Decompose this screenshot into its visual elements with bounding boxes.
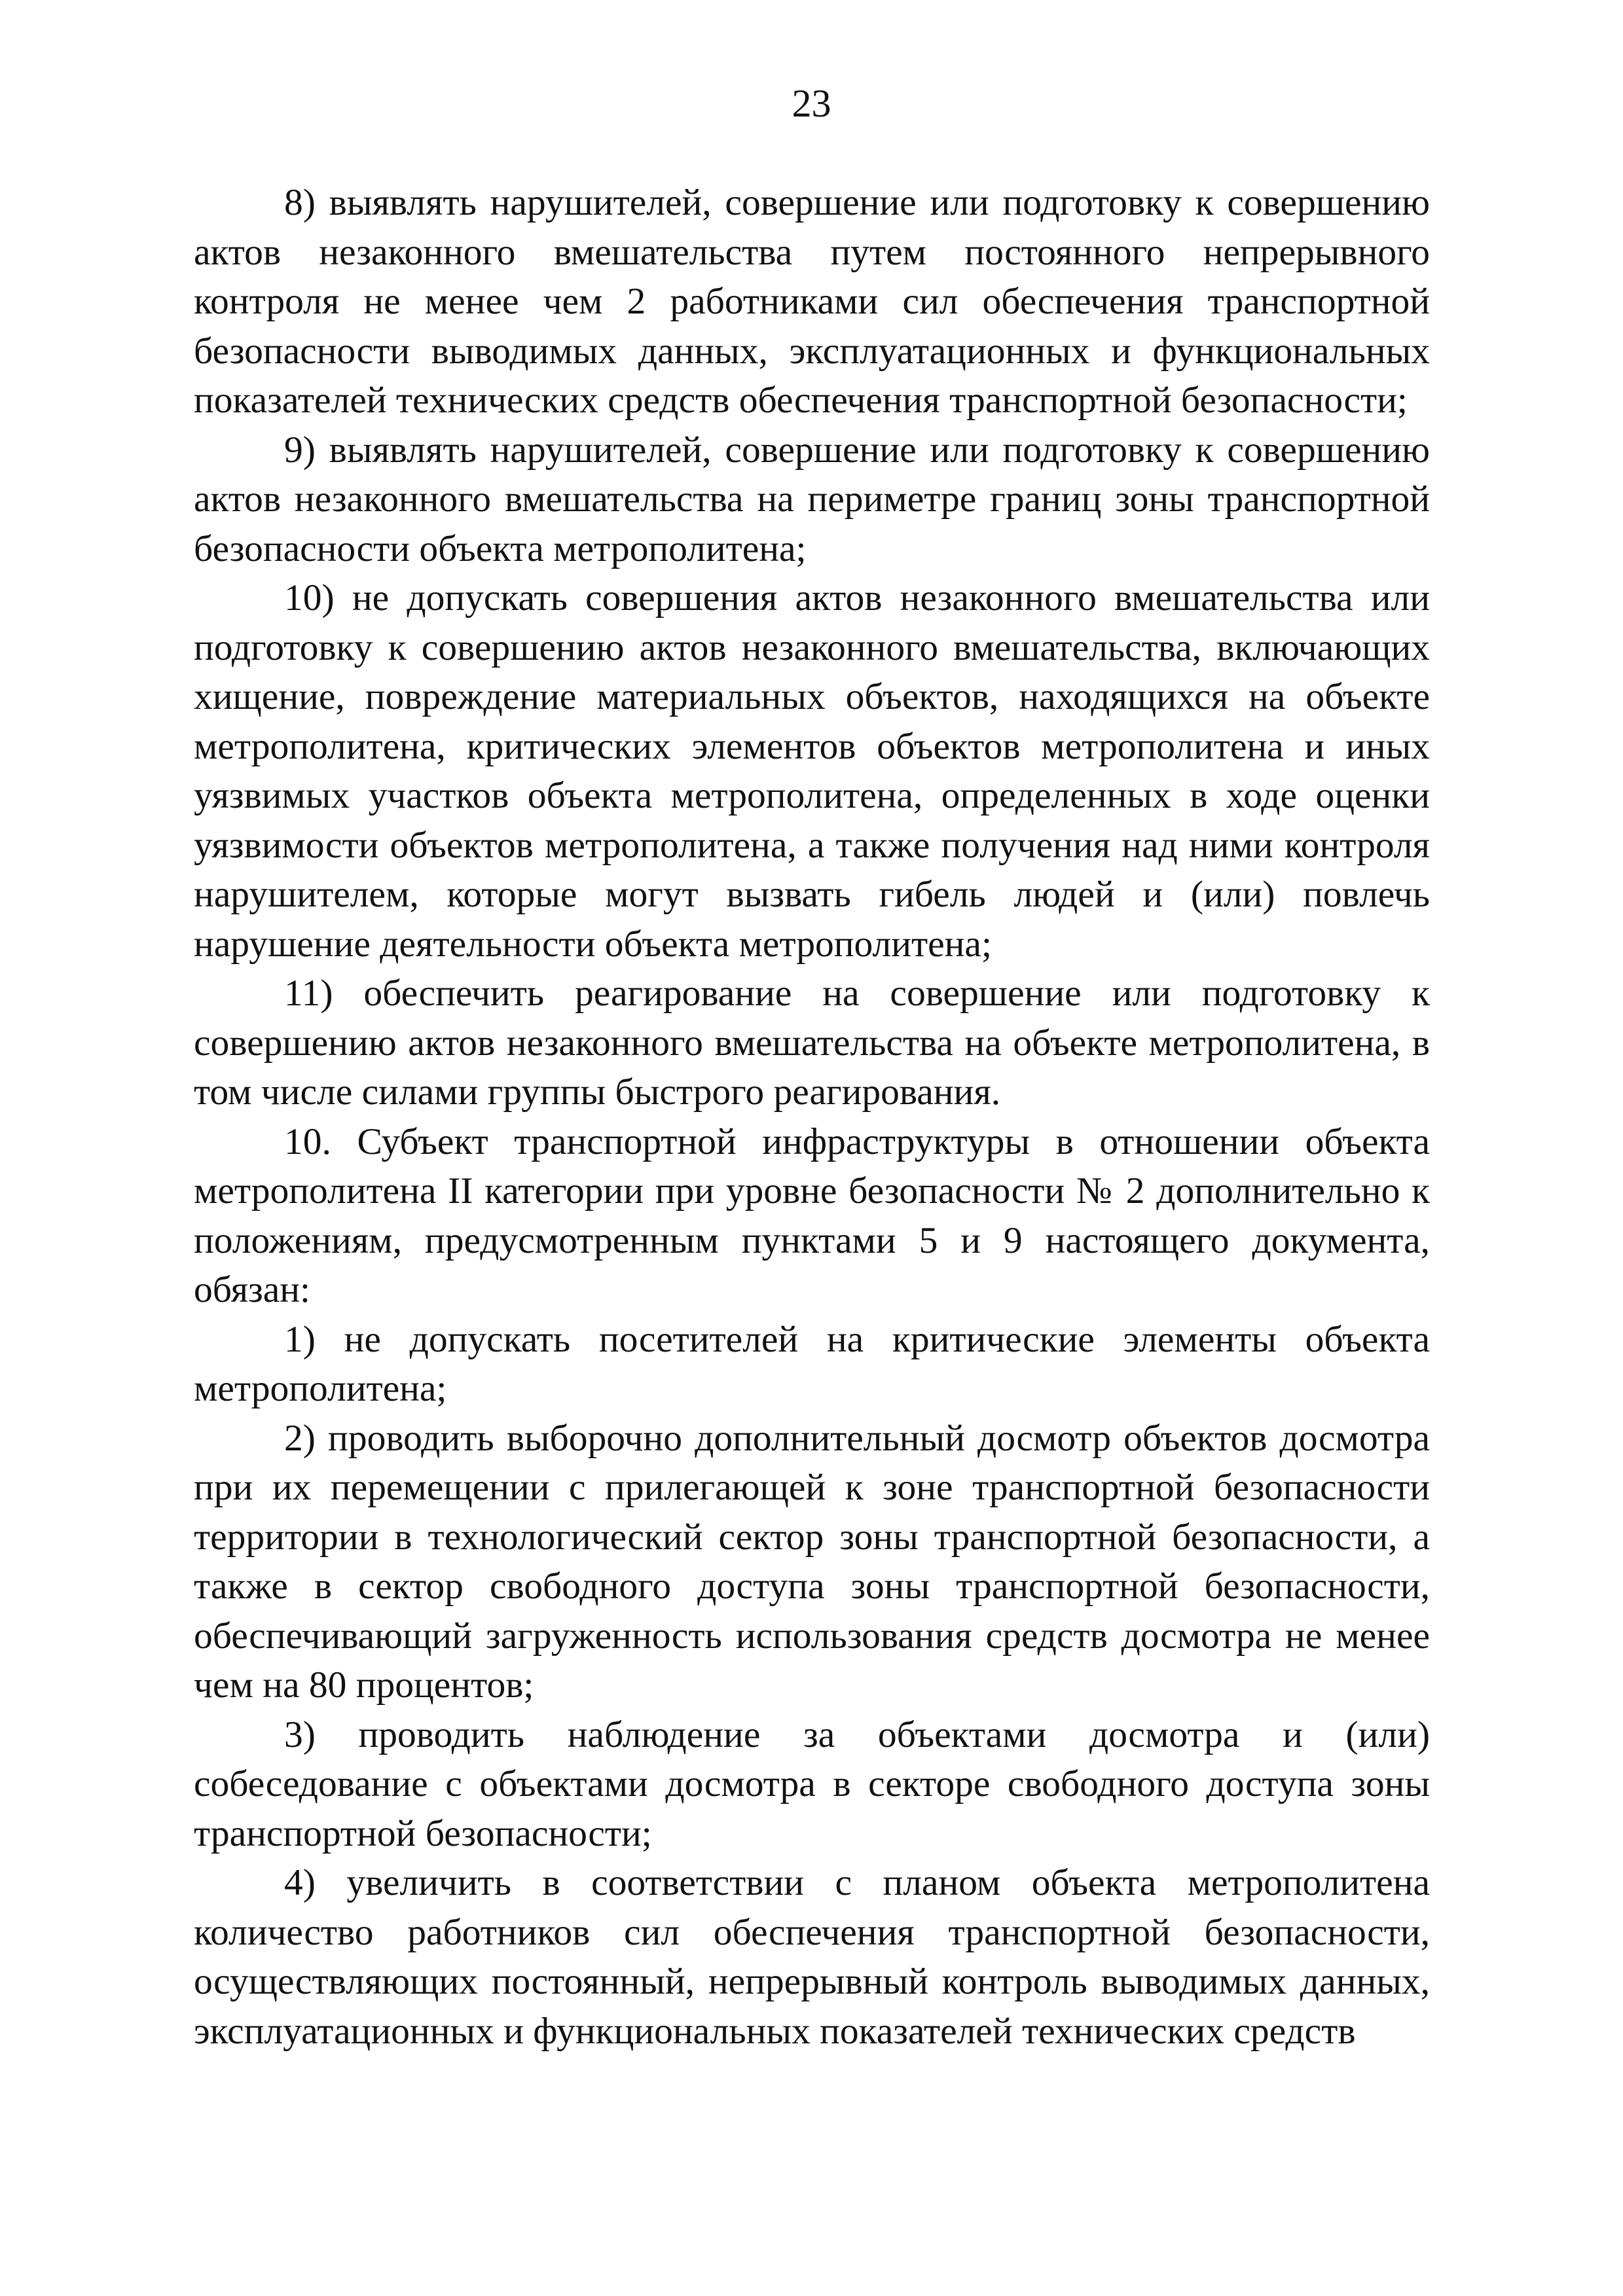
paragraph-subitem-3: 3) проводить наблюдение за объектами досмотра и (или) собеседование с объектами досмотра в секторе свободного доступа зоны транспортной безопасности;	[194, 1713, 1430, 1854]
paragraph-item-10: 10) не допускать совершения актов незаконного вмешательства или подготовку к совершению актов незаконного вмешательства, включающих хищение, повреждение материальных объектов, находящихся на объекте метрополитена, критических элементов объектов метрополитена и иных уязвимых участков объекта метрополитена, определенных в ходе оценки уязвимости объектов метрополитена, а также получения над ними контроля нарушителем, которые могут вызвать гибель людей и (или) повлечь нарушение деятельности объекта метрополитена;	[194, 577, 1430, 965]
paragraph-clause-10: 10. Субъект транспортной инфраструктуры в отношении объекта метрополитена II категории при уровне безопасности № 2 дополнительно к положениям, предусмотренным пунктами 5 и 9 настоящего документа, обязан:	[194, 1121, 1430, 1310]
paragraph-subitem-2: 2) проводить выборочно дополнительный досмотр объектов досмотра при их перемещении с прилегающей к зоне транспортной безопасности территории в технологический сектор зоны транспортной безопасности, а также в сектор свободного доступа зоны транспортной безопасности, обеспечивающий загруженность использования средств досмотра не менее чем на 80 процентов;	[194, 1417, 1430, 1706]
page-number: 23	[792, 82, 831, 125]
paragraph-item-9: 9) выявлять нарушителей, совершение или подготовку к совершению актов незаконного вмешательства на периметре границ зоны транспортной безопасности объекта метрополитена;	[194, 429, 1430, 569]
paragraph-item-8: 8) выявлять нарушителей, совершение или подготовку к совершению актов незаконного вмешательства путем постоянного непрерывного контроля не менее чем 2 работниками сил обеспечения транспортной безопасности выводимых данных, эксплуатационных и функциональных показателей технических средств обеспечения транспортной безопасности;	[194, 182, 1430, 421]
paragraph-subitem-1: 1) не допускать посетителей на критические элементы объекта метрополитена;	[194, 1318, 1430, 1409]
paragraph-item-11: 11) обеспечить реагирование на совершение или подготовку к совершению актов незаконного вмешательства на объекте метрополитена, в том числе силами группы быстрого реагирования.	[194, 973, 1430, 1113]
paragraph-subitem-4: 4) увеличить в соответствии с планом объекта метрополитена количество работников сил обеспечения транспортной безопасности, осуществляющих постоянный, непрерывный контроль выводимых данных, эксплуатационных и функциональных показателей технических средств	[194, 1862, 1430, 2052]
document-body	[194, 178, 1430, 2056]
